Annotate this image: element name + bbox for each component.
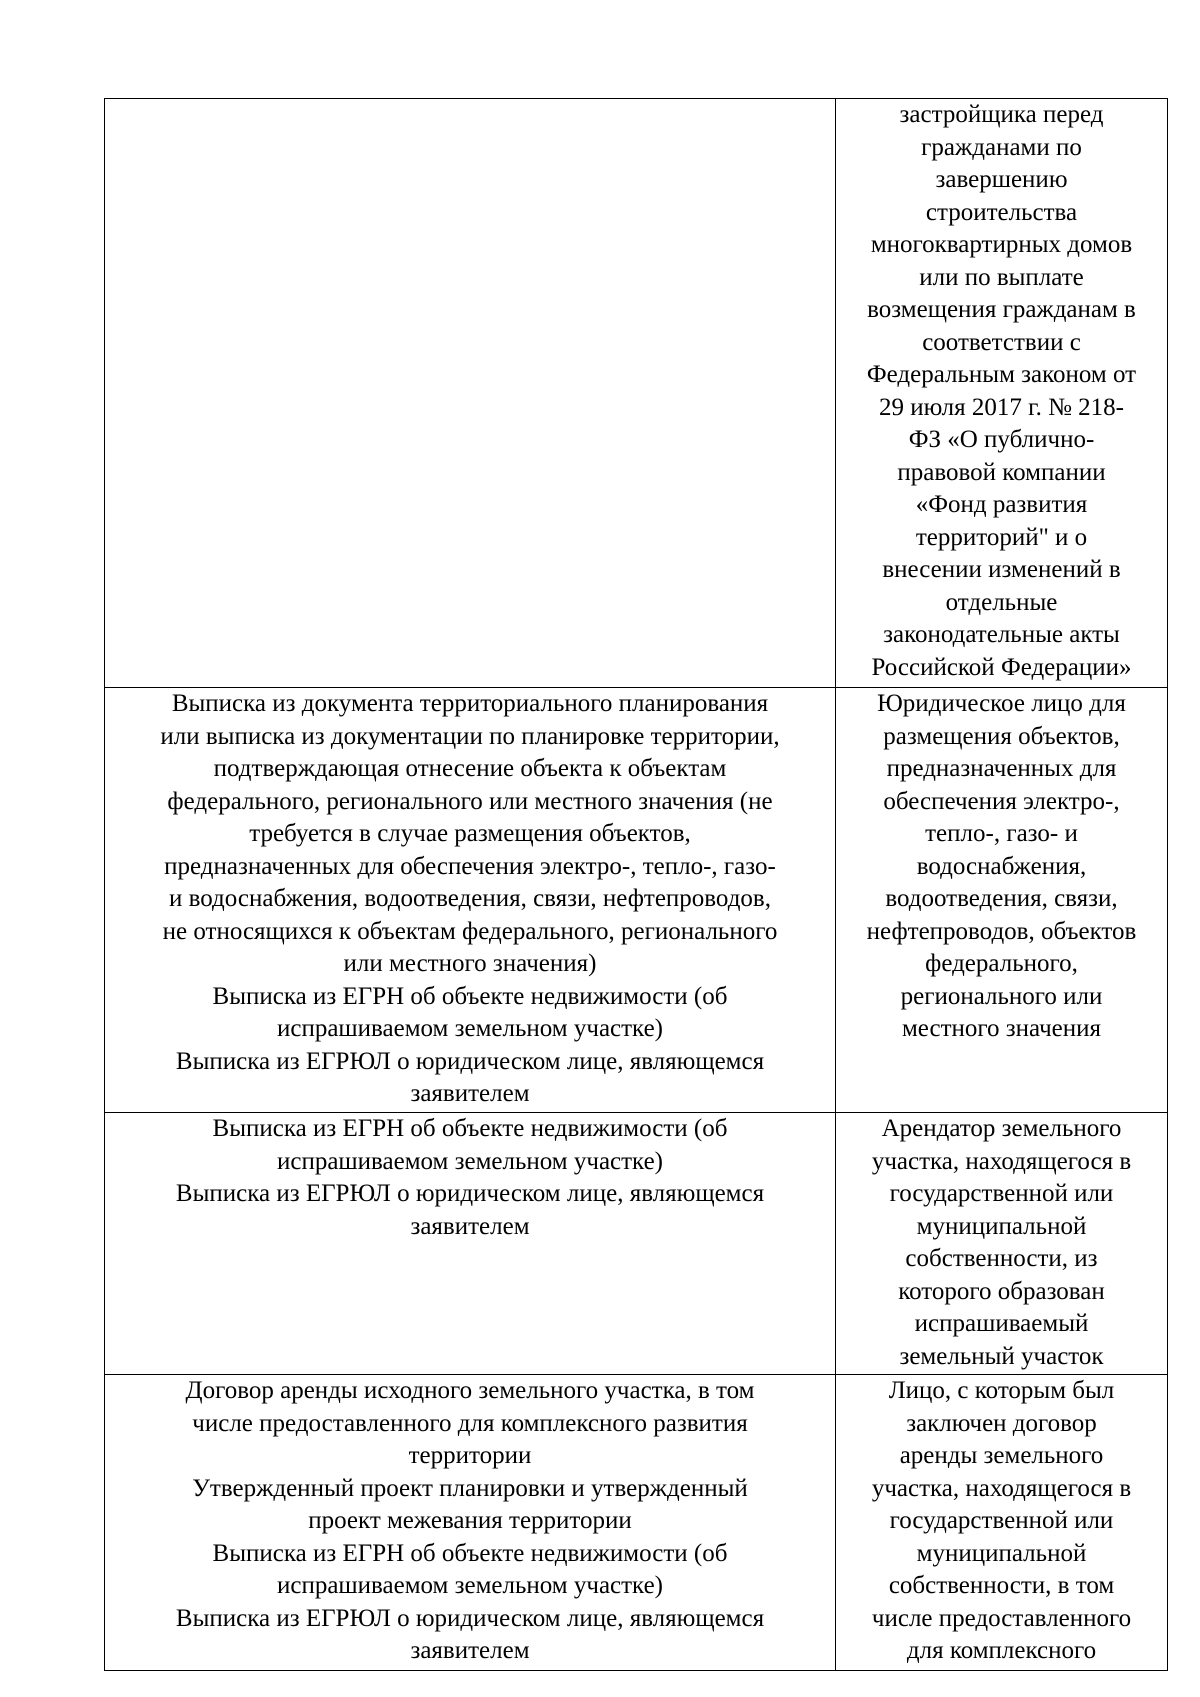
applicant-text-line: местного значения (901, 1015, 1102, 1042)
document-text-line: заявителем (410, 1637, 530, 1664)
applicant-text-line: федерального, (925, 950, 1078, 977)
document-text-line: территории (408, 1442, 532, 1469)
applicant-text-line: аренды земельного (899, 1442, 1104, 1469)
applicant-text-line: муниципальной (916, 1212, 1087, 1240)
applicant-text-line: испрашиваемый (914, 1310, 1089, 1337)
applicant-text-line: «Фонд развития (915, 491, 1088, 518)
document-text-line: подтверждающая отнесение объекта к объектам (213, 755, 727, 782)
documents-cell (105, 688, 836, 1113)
document-text-line: Выписка из ЕГРН об объекте недвижимости (об (212, 1539, 728, 1567)
applicant-text-line: 29 июля 2017 г. № 218- (878, 393, 1125, 421)
applicant-text-line: гражданами по (921, 133, 1082, 161)
applicant-text-line: муниципальной (916, 1539, 1087, 1567)
document-text-line: Выписка из ЕГРЮЛ о юридическом лице, являющемся (175, 1604, 765, 1632)
document-text-line: Выписка из ЕГРН об объекте недвижимости (об (212, 982, 728, 1010)
applicant-text-line: государственной или (889, 1507, 1114, 1534)
applicant-text-line: многоквартирных домов (870, 231, 1133, 258)
documents-cell (105, 1375, 836, 1671)
table-row (105, 1375, 1168, 1671)
applicant-cell (836, 688, 1168, 1113)
document-text-line: Выписка из ЕГРЮЛ о юридическом лице, являющемся (175, 1180, 765, 1207)
table-row (105, 99, 1168, 688)
applicant-text-line: обеспечения электро-, (883, 787, 1120, 815)
applicant-text-line: ФЗ «О публично- (908, 426, 1095, 453)
applicant-text-line: собственности, из (905, 1245, 1098, 1272)
applicant-text-line: отдельные (945, 588, 1058, 616)
applicant-text-line: нефтепроводов, объектов (866, 917, 1137, 945)
applicant-text-line: регионального или (900, 982, 1103, 1010)
document-text-line: испрашиваемом земельном участке) (276, 1572, 664, 1599)
applicant-cell (836, 1113, 1168, 1375)
document-text-line: Выписка из документа территориального планирования (171, 690, 769, 717)
documents-cell (105, 1113, 836, 1375)
applicant-text-line: соответствии с (922, 328, 1081, 356)
document-text-line: Выписка из ЕГРН об объекте недвижимости (об (212, 1115, 728, 1142)
applicant-text-line: территорий" и о (915, 523, 1088, 551)
applicant-text-line: Лицо, с которым был (888, 1377, 1115, 1404)
applicant-text-line: государственной или (889, 1180, 1114, 1207)
applicant-text-line: тепло-, газо- и (925, 820, 1078, 847)
documents-cell (105, 99, 836, 688)
document-text-line: заявителем (410, 1080, 530, 1107)
document-text-line: федерального, регионального или местного значения (не (167, 787, 773, 815)
document-text-line: испрашиваемом земельном участке) (276, 1015, 664, 1042)
document-text-line: и водоснабжения, водоотведения, связи, нефтепроводов, (169, 885, 771, 912)
documents-table (104, 98, 1168, 1671)
document-text-line: не относящихся к объектам федерального, регионального (162, 917, 778, 945)
applicant-text-line: собственности, в том (888, 1572, 1115, 1599)
applicant-cell (836, 1375, 1168, 1671)
applicant-text-line: или по выплате (919, 263, 1084, 291)
document-text-line: или местного значения) (343, 950, 597, 977)
applicant-text-line: возмещения гражданам в (867, 296, 1136, 323)
table-row (105, 1113, 1168, 1375)
applicant-text-line: Юридическое лицо для (877, 690, 1126, 717)
table-row (105, 688, 1168, 1113)
document-text-line: требуется в случае размещения объектов, (249, 820, 691, 847)
document-text-line: Выписка из ЕГРЮЛ о юридическом лице, являющемся (175, 1047, 765, 1075)
document-text-line: заявителем (410, 1212, 530, 1240)
applicant-text-line: Арендатор земельного (881, 1115, 1122, 1142)
applicant-text-line: внесении изменений в (882, 556, 1121, 583)
applicant-text-line: Российской Федерации» (871, 653, 1132, 681)
applicant-text-line: застройщика перед (899, 101, 1104, 128)
applicant-text-line: строительства (925, 198, 1078, 226)
applicant-text-line: водоснабжения, (916, 852, 1087, 880)
applicant-text-line: законодательные акты (883, 621, 1120, 648)
applicant-cell (836, 99, 1168, 688)
applicant-text-line: которого образован (898, 1277, 1105, 1305)
document-text-line: или выписка из документации по планировке территории, (160, 722, 780, 750)
applicant-text-line: размещения объектов, (883, 722, 1120, 750)
applicant-text-line: участка, находящегося в (871, 1474, 1132, 1502)
document-text-line: предназначенных для обеспечения электро-, тепло-, газо- (164, 852, 776, 880)
document-text-line: испрашиваемом земельном участке) (276, 1147, 664, 1175)
applicant-text-line: Федеральным законом от (866, 361, 1137, 388)
document-text-line: Утвержденный проект планировки и утвержденный (192, 1474, 748, 1502)
applicant-text-line: земельный участок (899, 1342, 1104, 1370)
document-text-line: Договор аренды исходного земельного участка, в том (185, 1377, 755, 1404)
applicant-text-line: предназначенных для (886, 755, 1117, 782)
applicant-text-line: для комплексного (906, 1637, 1097, 1664)
applicant-text-line: завершению (935, 166, 1068, 193)
document-text-line: числе предоставленного для комплексного развития (192, 1409, 748, 1437)
applicant-text-line: правовой компании (897, 458, 1106, 486)
applicant-text-line: водоотведения, связи, (885, 885, 1118, 912)
document-text-line: проект межевания территории (308, 1507, 632, 1534)
applicant-text-line: заключен договор (906, 1409, 1097, 1437)
applicant-text-line: числе предоставленного (871, 1604, 1132, 1632)
applicant-text-line: участка, находящегося в (871, 1147, 1132, 1175)
